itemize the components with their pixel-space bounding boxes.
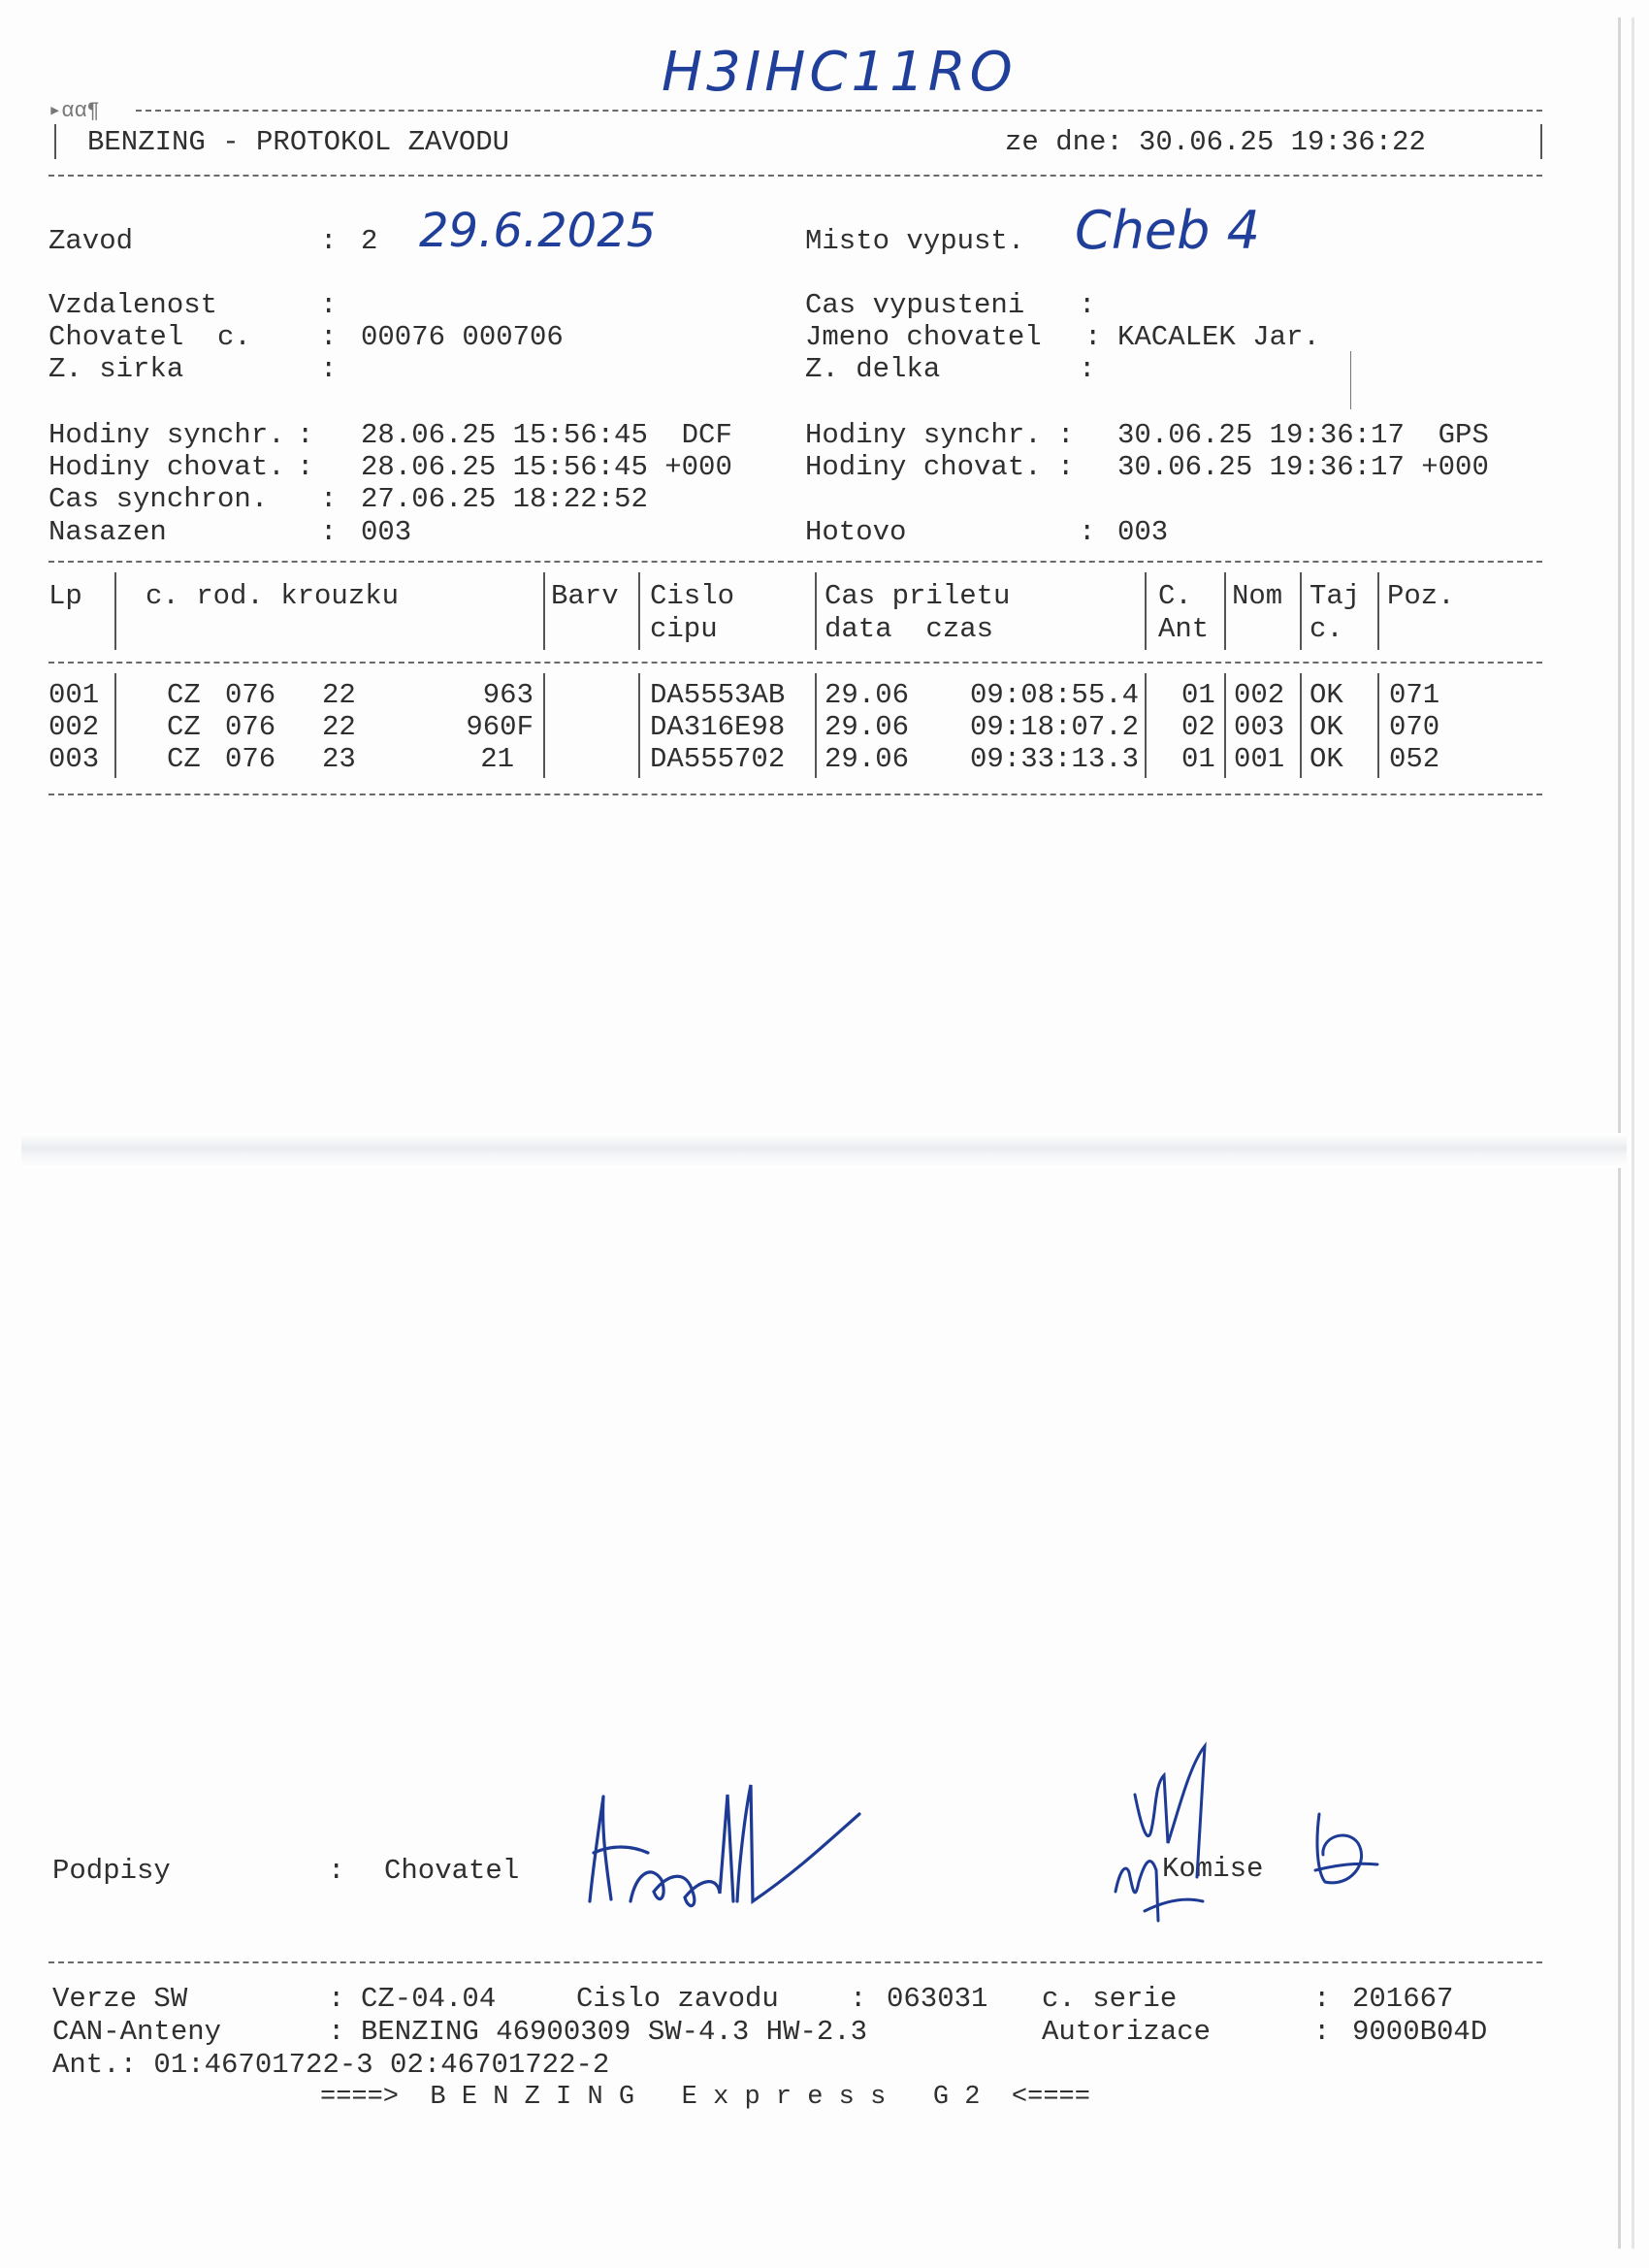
misto-label: Misto vypust. (805, 225, 1025, 257)
serie-value: 201667 (1352, 1983, 1454, 2015)
serie-label: c. serie (1042, 1983, 1178, 2015)
nasazen-value: 003 (361, 516, 412, 548)
zavod-value: 2 (361, 225, 378, 257)
pen-mark (1350, 351, 1351, 409)
paper-edge-outer (1632, 17, 1634, 2249)
cell-country: CZ (167, 711, 201, 743)
cell-taj: OK (1310, 711, 1343, 743)
cell-ant: 02 (1181, 711, 1215, 743)
table-top-rule (48, 561, 1542, 563)
delka-label: Z. delka (805, 353, 941, 385)
cell-chip: DA316E98 (650, 711, 786, 743)
can-label: CAN-Anteny (52, 2016, 222, 2048)
col-header-barv: Barv (551, 580, 619, 612)
col-header-cas: Cas priletu (824, 580, 1011, 612)
left-sync-value: 28.06.25 15:56:45 DCF (361, 419, 732, 451)
col-header-poz: Poz. (1387, 580, 1455, 612)
brand-line: ====> B E N Z I N G E x p r e s s G 2 <==== (320, 2083, 1090, 2112)
cell-time: 09:18:07.2 (970, 711, 1140, 743)
left-chovat-value: 28.06.25 15:56:45 +000 (361, 451, 732, 483)
footer-rule (48, 1961, 1542, 1963)
col-header-taj-c: c. (1310, 613, 1343, 645)
header-right-bar (1540, 124, 1542, 159)
left-sync-label: Hodiny synchr. (48, 419, 285, 451)
table-bottom-rule (48, 794, 1542, 795)
cell-date: 29.06 (824, 743, 910, 775)
col-header-ant: Ant (1158, 613, 1210, 645)
table-header-rule (48, 662, 1542, 664)
cas-synchron-label: Cas synchron. (48, 483, 269, 515)
breeder-signature (572, 1756, 863, 1930)
right-chovat-label: Hodiny chovat. (805, 451, 1042, 483)
cell-taj: OK (1310, 743, 1343, 775)
paper-fold-crease (21, 1133, 1627, 1168)
header-marker: ▸αα¶ (48, 99, 100, 123)
col-header-lp: Lp (48, 580, 82, 612)
chovatel-sign-label: Chovatel (384, 1855, 520, 1887)
cas-vypusteni-label: Cas vypusteni (805, 289, 1025, 321)
header-date-label: ze dne: (1005, 126, 1123, 158)
chovatel-value: 00076 000706 (361, 321, 564, 353)
sirka-label: Z. sirka (48, 353, 184, 385)
cell-code: 076 (225, 743, 276, 775)
left-chovat-label: Hodiny chovat. (48, 451, 285, 483)
cell-chip: DA5553AB (650, 679, 786, 711)
cell-country: CZ (167, 679, 201, 711)
cell-ant: 01 (1181, 743, 1215, 775)
header-top-rule (136, 110, 1542, 112)
jmeno-value: KACALEK Jar. (1117, 321, 1320, 353)
cell-country: CZ (167, 743, 201, 775)
col-header-ring: c. rod. krouzku (146, 580, 400, 612)
col-header-c: C. (1158, 580, 1192, 612)
col-header-cipu: cipu (650, 613, 718, 645)
handwritten-race-date: 29.6.2025 (419, 204, 657, 258)
cislo-zavodu-label: Cislo zavodu (576, 1983, 779, 2015)
cell-code: 076 (225, 711, 276, 743)
antenna-line: Ant.: 01:46701722-3 02:46701722-2 (52, 2049, 610, 2081)
nasazen-label: Nasazen (48, 516, 167, 548)
cell-lp: 003 (48, 743, 100, 775)
right-sync-value: 30.06.25 19:36:17 GPS (1117, 419, 1489, 451)
col-header-data-czas: data czas (824, 613, 994, 645)
cell-year: 23 (322, 743, 356, 775)
vzdalenost-label: Vzdalenost (48, 289, 218, 321)
cell-poz: 070 (1389, 711, 1440, 743)
col-header-taj: Taj (1310, 580, 1361, 612)
verze-label: Verze SW (52, 1983, 188, 2015)
handwritten-top-code: H3IHC11RO (662, 41, 1017, 104)
cell-ring-number: 963 (482, 679, 534, 711)
header-date-value: 30.06.25 19:36:22 (1139, 126, 1426, 158)
autorizace-label: Autorizace (1042, 2016, 1212, 2048)
cell-poz: 052 (1389, 743, 1440, 775)
hotovo-label: Hotovo (805, 516, 907, 548)
commission-signature (1096, 1707, 1387, 1940)
cell-poz: 071 (1389, 679, 1440, 711)
cell-lp: 002 (48, 711, 100, 743)
handwritten-release-place: Cheb 4 (1075, 200, 1260, 261)
header-bottom-rule (48, 175, 1542, 177)
cas-synchron-value: 27.06.25 18:22:52 (361, 483, 648, 515)
jmeno-label: Jmeno chovatel (805, 321, 1042, 353)
col-header-cislo: Cislo (650, 580, 735, 612)
cell-year: 22 (322, 679, 356, 711)
podpisy-label: Podpisy (52, 1855, 171, 1887)
cell-nom: 003 (1234, 711, 1285, 743)
chovatel-label: Chovatel c. (48, 321, 251, 353)
cell-nom: 001 (1234, 743, 1285, 775)
cell-ring-number: 21 (480, 743, 514, 775)
cell-lp: 001 (48, 679, 100, 711)
cislo-zavodu-value: 063031 (887, 1983, 988, 2015)
col-header-nom: Nom (1232, 580, 1283, 612)
verze-value: CZ-04.04 (361, 1983, 497, 2015)
cell-year: 22 (322, 711, 356, 743)
zavod-label: Zavod (48, 225, 134, 257)
cell-date: 29.06 (824, 679, 910, 711)
right-chovat-value: 30.06.25 19:36:17 +000 (1117, 451, 1489, 483)
cell-chip: DA555702 (650, 743, 786, 775)
komise-label: Komise (1162, 1853, 1264, 1885)
cell-taj: OK (1310, 679, 1343, 711)
cell-ant: 01 (1181, 679, 1215, 711)
can-value: BENZING 46900309 SW-4.3 HW-2.3 (361, 2016, 868, 2048)
document-title: BENZING - PROTOKOL ZAVODU (87, 126, 510, 158)
header-left-bar (54, 124, 56, 159)
cell-time: 09:33:13.3 (970, 743, 1140, 775)
right-sync-label: Hodiny synchr. (805, 419, 1042, 451)
cell-date: 29.06 (824, 711, 910, 743)
cell-nom: 002 (1234, 679, 1285, 711)
cell-code: 076 (225, 679, 276, 711)
cell-ring-number: 960F (466, 711, 534, 743)
cell-time: 09:08:55.4 (970, 679, 1140, 711)
hotovo-value: 003 (1117, 516, 1169, 548)
autorizace-value: 9000B04D (1352, 2016, 1488, 2048)
